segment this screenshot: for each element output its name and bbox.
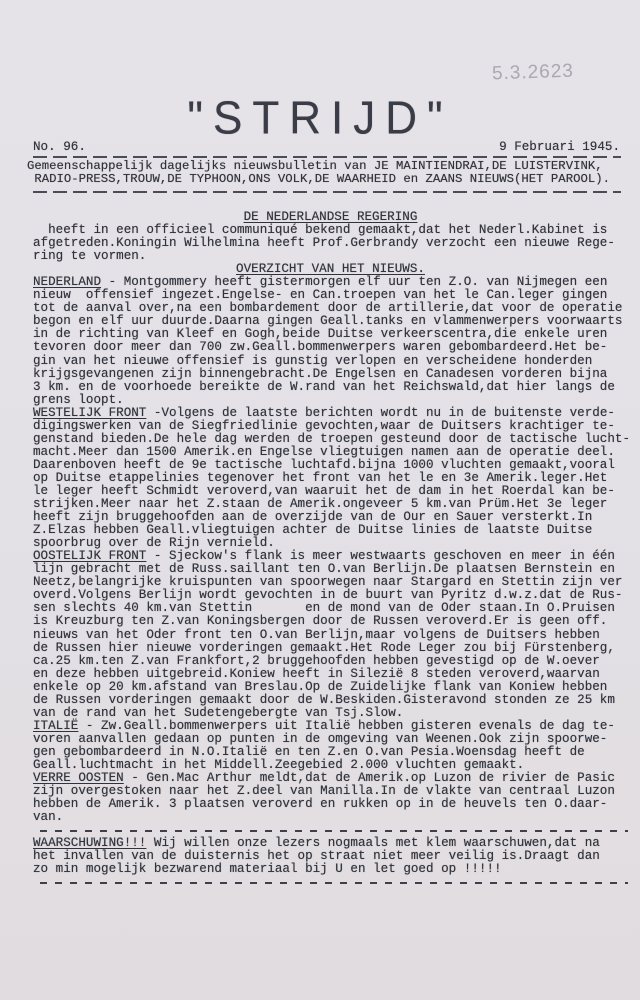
text-line (33, 811, 628, 824)
line-text: macht.Meer dan 1500 Amerik.en Engelse vliegtuigen namen aan de operatie deel. (33, 444, 615, 459)
line-text: - Montgommery heeft gistermorgen elf uur ten Z.O. van Nijmegen een (101, 275, 608, 290)
subtitle-line: RADIO-PRESS,TROUW,DE TYPHOON,ONS VOLK,DE WAARHEID en ZAANS NIEUWS(HET PAROOL). (27, 172, 610, 186)
line-text: lijn gebracht met de Russ.saillant ten O.van Berlijn.De plaatsen Bernstein en (33, 562, 615, 577)
article-body (33, 210, 631, 889)
line-text: - Sjeckow's flank is meer westwaarts geschoven en meer in één (146, 549, 615, 564)
line-text: gen gebombardeerd in N.O.Italië en ten Z.en O.van Pesia.Woensdag heeft de (33, 744, 585, 759)
line-text: Daarenboven heeft de 9e tactische luchtafd.bijna 1000 vluchten gemaakt,vooral (33, 457, 615, 472)
line-text: grens loopt. (33, 392, 124, 407)
line-text: heeft zijn bruggehoofden aan de overzijde van de Our en Sauer versterkt.In (33, 510, 593, 525)
line-text: krijgsgevangenen zijn binnengebracht.De Engelsen en Canadesen vorderen bijna (33, 366, 608, 381)
line-text: de Russen hier nieuwe vorderingen gemaakt.Het Rode Leger zou bij Fürstenberg, (33, 640, 615, 655)
separator-line (33, 191, 621, 193)
line-text: Geall.luchtmacht in het Middell.Zeegebied 2.000 vluchten gemaakt. (33, 757, 525, 772)
line-text: hebben de Amerik. 3 plaatsen veroverd en rukken op in de heuvels ten O.daar- (33, 797, 608, 812)
line-text: tot de aanval over,na een bombardement door de artillerie,dat voor de operatie (33, 301, 623, 316)
issue-date: 9 Februari 1945. (499, 140, 620, 154)
line-text: spoorbrug over de Rijn vernield. (33, 536, 275, 551)
line-text: ring te vormen. (33, 249, 147, 264)
topic-heading: WAARSCHUWING!!! (33, 836, 147, 851)
line-text: nieuws van het Oder front ten O.van Berlijn,maar volgens de Duitsers hebben (33, 627, 600, 642)
line-text: en deze hebben uitgebreid.Koniew heeft in Silezië 8 steden veroverd,waarvan (33, 666, 600, 681)
line-text: is Kreuzburg ten Z.van Koningsbergen door de Russen veroverd.Er is geen off. (33, 614, 608, 629)
section-heading-text: OVERZICHT VAN HET NIEUWS. (236, 262, 425, 277)
text-line (33, 863, 628, 876)
issue-number: No. 96. (33, 140, 86, 154)
line-text: van. (33, 810, 64, 825)
line-text: - Gen.Mac Arthur meldt,dat de Amerik.op Luzon de rivier de Pasic (123, 771, 615, 786)
line-text: digingswerken van de Siegfriedlinie gevochten,waar de Duitsers krachtiger te- (33, 418, 615, 433)
line-text: 3 km. en de voorhoede bereikte de W.rand van het Reichswald,dat hier langs de (33, 379, 615, 394)
line-text: voren aanvallen gedaan op punten in de omgeving van Weenen.Ook zijn spoorwe- (33, 731, 608, 746)
separator-line (33, 824, 628, 837)
line-text: -Volgens de laatste berichten wordt nu in de buitenste verde- (146, 405, 615, 420)
line-text: op Duitse etappelinies tegenover het front van het le en 3e Amerik.leger.Het (33, 470, 608, 485)
line-text: het invallen van de duisternis het op straat niet meer veilig is.Draagt dan (33, 849, 600, 864)
line-text: in de richting van Kleef en Gogh,beide Duitse verkeerscentra,die enkele uren (33, 327, 608, 342)
line-text: afgetreden.Koningin Wilhelmina heeft Prof.Gerbrandy verzocht een nieuwe Rege- (33, 236, 615, 251)
line-text: nieuw offensief ingezet.Engelse- en Can.troepen van het le Can.leger gingen (33, 288, 608, 303)
subtitle-line: Gemeenschappelijk dagelijks nieuwsbulletin van JE MAINTIENDRAI,DE LUISTERVINK, (27, 159, 603, 173)
topic-heading: ITALIË (33, 718, 79, 733)
line-text: Z.Elzas hebben Geall.vliegtuigen achter de Duitse linies de laatste Duitse (33, 523, 593, 538)
line-text: van de rand van het Sudetengebergte van Tsj.Slow. (33, 705, 404, 720)
separator-line (33, 876, 628, 889)
line-text: zijn overgestoken naar het Z.deel van Manilla.In de vlakte van centraal Luzon (33, 784, 615, 799)
line-text: tevoren door meer dan 700 zw.Geall.bommenwerpers waren gebombardeerd.Het be- (33, 340, 608, 355)
line-text: heeft in een officieel communiqué bekend gemaakt,dat het Nederl.Kabinet is (33, 223, 608, 238)
line-text: Neetz,belangrijke kruispunten van spoorwegen naar Stargard en Stettin zijn ver (33, 575, 623, 590)
line-text: strijken.Meer naar het Z.staan de Amerik.ongeveer 5 km.van Prüm.Het 3e leger (33, 497, 608, 512)
line-text: le leger heeft Schmidt veroverd,van waaruit het de dam in het Roerdal kan be- (33, 483, 615, 498)
topic-heading: NEDERLAND (33, 275, 102, 290)
line-text: zo min mogelijk bezwarend materiaal bij U en let goed op !!!!! (33, 862, 502, 877)
archive-number-mark: 5.3.2623 (491, 60, 575, 85)
line-text: ca.25 km.ten Z.van Frankfort,2 bruggehoofden hebben gevestigd op de W.oever (33, 653, 600, 668)
line-text: enkele op 20 km.afstand van Breslau.Op de Zuidelijke flank van Koniew hebben (33, 679, 608, 694)
line-text: sen slechts 40 km.van Stettin en de mond van de Oder staan.In O.Pruisen (33, 601, 615, 616)
newspaper-title: "STRIJD" (187, 92, 453, 145)
topic-heading: OOSTELIJK FRONT (33, 549, 147, 564)
topic-heading: WESTELIJK FRONT (33, 405, 147, 420)
line-text: begon en elf uur duurde.Daarna gingen Geall.tanks en vlammenwerpers voorwaarts (33, 314, 623, 329)
line-text: Wij willen onze lezers nogmaals met klem waarschuwen,dat na (146, 836, 600, 851)
line-text: genstand bieden.De hele dag werden de troepen gesteund door de tactische lucht- (33, 431, 631, 446)
topic-heading: VERRE OOSTEN (33, 771, 124, 786)
text-line (33, 798, 628, 811)
line-text: - Zw.Geall.bommenwerpers uit Italië hebben gisteren evenals de dag te- (78, 718, 615, 733)
section-heading-text: DE NEDERLANDSE REGERING (243, 210, 418, 224)
separator-line (33, 156, 621, 158)
line-text: de Russen vorderingen gemaakt door de W.Beskiden.Gisteravond stonden ze 25 km (33, 692, 615, 707)
line-text: gin van het nieuwe offensief is gunstig verlopen en verscheidene honderden (33, 353, 593, 368)
line-text: overd.Volgens Berlijn wordt gevochten in de buurt van Pyritz d.w.z.dat de Rus- (33, 588, 623, 603)
